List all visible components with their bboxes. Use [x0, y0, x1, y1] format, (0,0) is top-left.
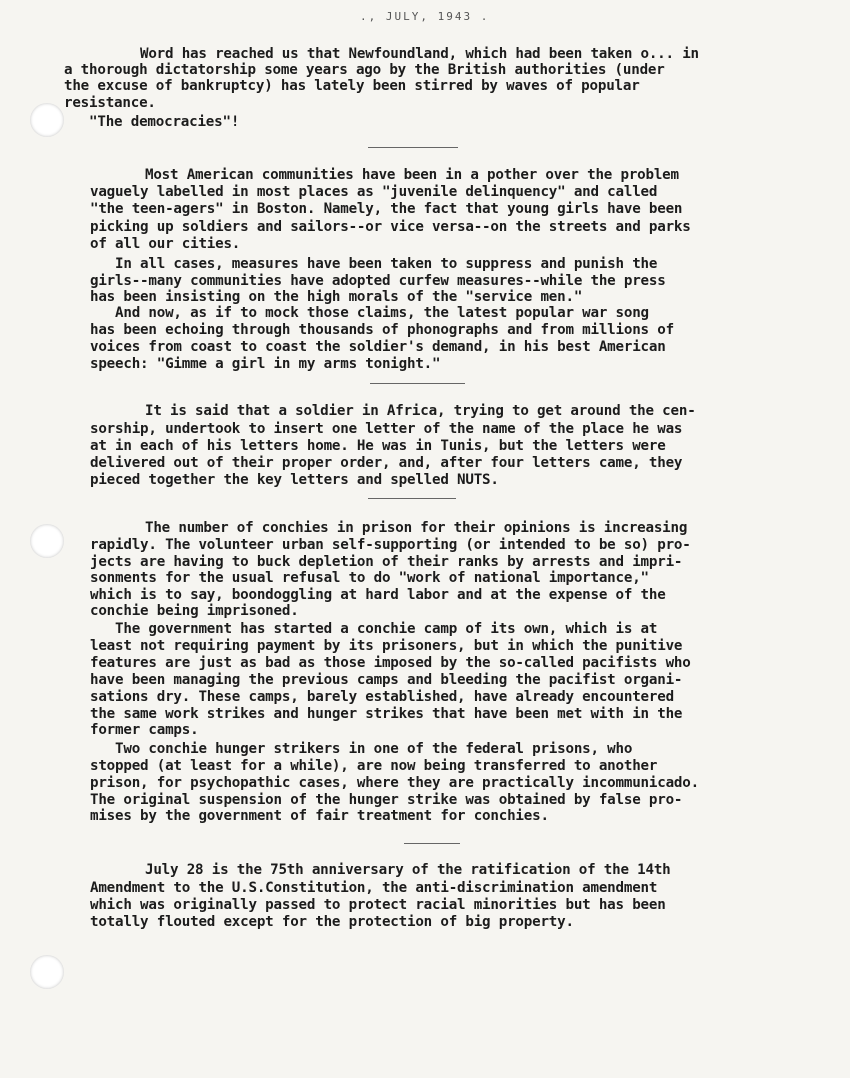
text-line: speech: "Gimme a girl in my arms tonight.": [90, 356, 441, 372]
text-line: sations dry. These camps, barely established, have already encountered: [90, 689, 674, 705]
text-line: jects are having to buck depletion of their ranks by arrests and impri-: [90, 554, 683, 570]
text-line: The government has started a conchie camp of its own, which is at: [90, 621, 658, 637]
text-line: former camps.: [90, 722, 199, 738]
text-line: picking up soldiers and sailors--or vice versa--on the streets and parks: [90, 219, 691, 235]
text-line: a thorough dictatorship some years ago by the British authorities (under: [64, 62, 665, 78]
text-line: vaguely labelled in most places as "juvenile delinquency" and called: [90, 184, 658, 200]
text-line: July 28 is the 75th anniversary of the ratification of the 14th: [145, 862, 671, 878]
text-line: sonments for the usual refusal to do "work of national importance,": [90, 570, 649, 586]
text-line: of all our cities.: [90, 236, 241, 252]
text-line: features are just as bad as those imposed by the so-called pacifists who: [90, 655, 691, 671]
text-line: mises by the government of fair treatment for conchies.: [90, 808, 549, 824]
text-line: the same work strikes and hunger strikes that have been met with in the: [90, 706, 683, 722]
text-line: Two conchie hunger strikers in one of the federal prisons, who: [90, 741, 633, 757]
text-line: have been managing the previous camps and bleeding the pacifist organi-: [90, 672, 683, 688]
text-line: delivered out of their proper order, and, after four letters came, they: [90, 455, 683, 471]
text-line: prison, for psychopathic cases, where they are practically incommunicado.: [90, 775, 699, 791]
section-divider: [368, 498, 456, 499]
text-line: In all cases, measures have been taken to suppress and punish the: [90, 256, 658, 272]
text-line: The original suspension of the hunger strike was obtained by false pro-: [90, 792, 683, 808]
text-line: resistance.: [64, 95, 156, 111]
text-line: conchie being imprisoned.: [90, 603, 299, 619]
text-line: has been insisting on the high morals of the "service men.": [90, 289, 583, 305]
text-line: "the teen-agers" in Boston. Namely, the fact that young girls have been: [90, 201, 683, 217]
text-line: Word has reached us that Newfoundland, which had been taken o... in: [140, 46, 699, 62]
page-header: ., JULY, 1943 .: [360, 10, 490, 23]
text-line: pieced together the key letters and spelled NUTS.: [90, 472, 499, 488]
text-line: has been echoing through thousands of phonographs and from millions of: [90, 322, 674, 338]
text-line: least not requiring payment by its prisoners, but in which the punitive: [90, 638, 683, 654]
text-line: rapidly. The volunteer urban self-supporting (or intended to be so) pro-: [90, 537, 691, 553]
text-line: girls--many communities have adopted curfew measures--while the press: [90, 273, 666, 289]
text-line: voices from coast to coast the soldier's demand, in his best American: [90, 339, 666, 355]
text-line: which is to say, boondoggling at hard labor and at the expense of the: [90, 587, 666, 603]
section-divider: [404, 843, 460, 844]
punch-hole-top: [30, 103, 64, 137]
text-line: sorship, undertook to insert one letter of the name of the place he was: [90, 421, 683, 437]
punch-hole-bottom: [30, 955, 64, 989]
text-line: It is said that a soldier in Africa, trying to get around the cen-: [145, 403, 696, 419]
section-divider: [368, 147, 458, 148]
text-line: Amendment to the U.S.Constitution, the anti-discrimination amendment: [90, 880, 658, 896]
text-line: stopped (at least for a while), are now being transferred to another: [90, 758, 658, 774]
text-line: The number of conchies in prison for their opinions is increasing: [145, 520, 688, 536]
text-line: the excuse of bankruptcy) has lately been stirred by waves of popular: [64, 78, 640, 94]
section-divider: [370, 383, 465, 384]
text-line: totally flouted except for the protection of big property.: [90, 914, 574, 930]
punch-hole-middle: [30, 524, 64, 558]
text-line: at in each of his letters home. He was in Tunis, but the letters were: [90, 438, 666, 454]
text-line: Most American communities have been in a pother over the problem: [145, 167, 679, 183]
text-line: And now, as if to mock those claims, the latest popular war song: [90, 305, 649, 321]
text-line: which was originally passed to protect racial minorities but has been: [90, 897, 666, 913]
text-line: "The democracies"!: [64, 114, 240, 130]
